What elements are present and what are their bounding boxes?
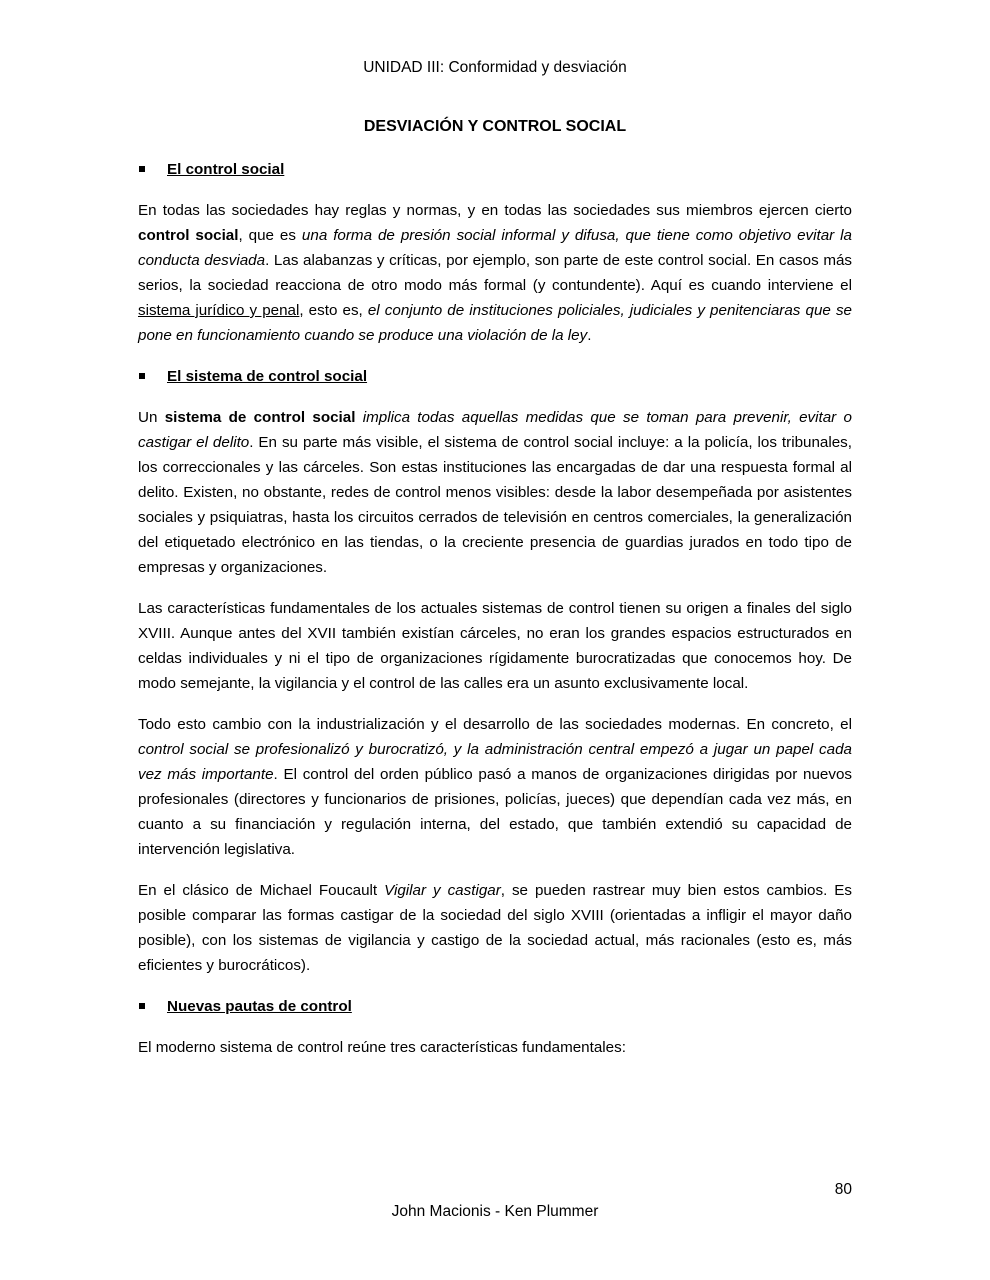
section-heading-nuevas-pautas: Nuevas pautas de control [138,994,852,1019]
body-content [138,157,852,1076]
bullet-icon [139,1003,145,1009]
bullet-icon [139,373,145,379]
bullet-icon [139,166,145,172]
running-footer: John Macionis - Ken Plummer [391,1203,599,1220]
page-number: 80 [834,1181,852,1198]
paragraph: En todas las sociedades hay reglas y normas, y en todas las sociedades sus miembros ejercen cierto control social, que es una forma de presión social informal y difusa, que tiene como objetivo evitar la conducta desviada. Las alabanzas y críticas, por ejemplo, son parte de este control social. En casos más serios, la sociedad reacciona de otro modo más formal (y contundente). Aquí es cuando interviene el sistema jurídico y penal, esto es, el conjunto de instituciones policiales, judiciales y penitenciaras que se pone en funcionamiento cuando se produce una violación de la ley. [138,202,853,344]
paragraph: Un sistema de control social implica todas aquellas medidas que se toman para prevenir, evitar o castigar el delito. En su parte más visible, el sistema de control social incluye: a la policía, los tribunales, los correccionales y las cárceles. Son estas instituciones las encargadas de dar una respuesta formal al delito. Existen, no obstante, redes de control menos visibles: desde la labor desempeñada por asistentes sociales y psiquiatras, hasta los circuitos cerrados de televisión en centros comerciales, la generalización del etiquetado electrónico en las tiendas, o la creciente presencia de guardias jurados en todo tipo de empresas y organizaciones. [138,409,852,576]
page-title: DESVIACIÓN Y CONTROL SOCIAL [363,118,627,135]
paragraph: En el clásico de Michael Foucault Vigilar y castigar, se pueden rastrear muy bien estos cambios. Es posible comparar las formas castigar de la sociedad del siglo XVIII (orientadas a infligir el mayor daño posible), con los sistemas de vigilancia y castigo de la sociedad actual, más racionales (esto es, más eficientes y burocráticos). [138,882,852,974]
section-heading-control-social: El control social [138,157,852,182]
running-header: UNIDAD III: Conformidad y desviación [363,59,627,76]
paragraph: Las características fundamentales de los actuales sistemas de control tienen su origen a finales del siglo XVIII. Aunque antes del XVII también existían cárceles, no eran los grandes espacios estructurados en celdas individuales y ni el tipo de organizaciones rígidamente burocratizadas que conocemos hoy. De modo semejante, la vigilancia y el control de las calles era un asunto exclusivamente local. [138,600,852,692]
paragraph: Todo esto cambio con la industrialización y el desarrollo de las sociedades modernas. En concreto, el control social se profesionalizó y burocratizó, y la administración central empezó a jugar un papel cada vez más importante. El control del orden público pasó a manos de organizaciones dirigidas por nuevos profesionales (directores y funcionarios de prisiones, policías, jueces) que dependían cada vez más, en cuanto a su financiación y regulación interna, del estado, que también extendió su capacidad de intervención legislativa. [138,716,852,858]
paragraph: El moderno sistema de control reúne tres características fundamentales: [138,1039,626,1056]
section-heading-sistema-control: El sistema de control social [138,364,852,389]
